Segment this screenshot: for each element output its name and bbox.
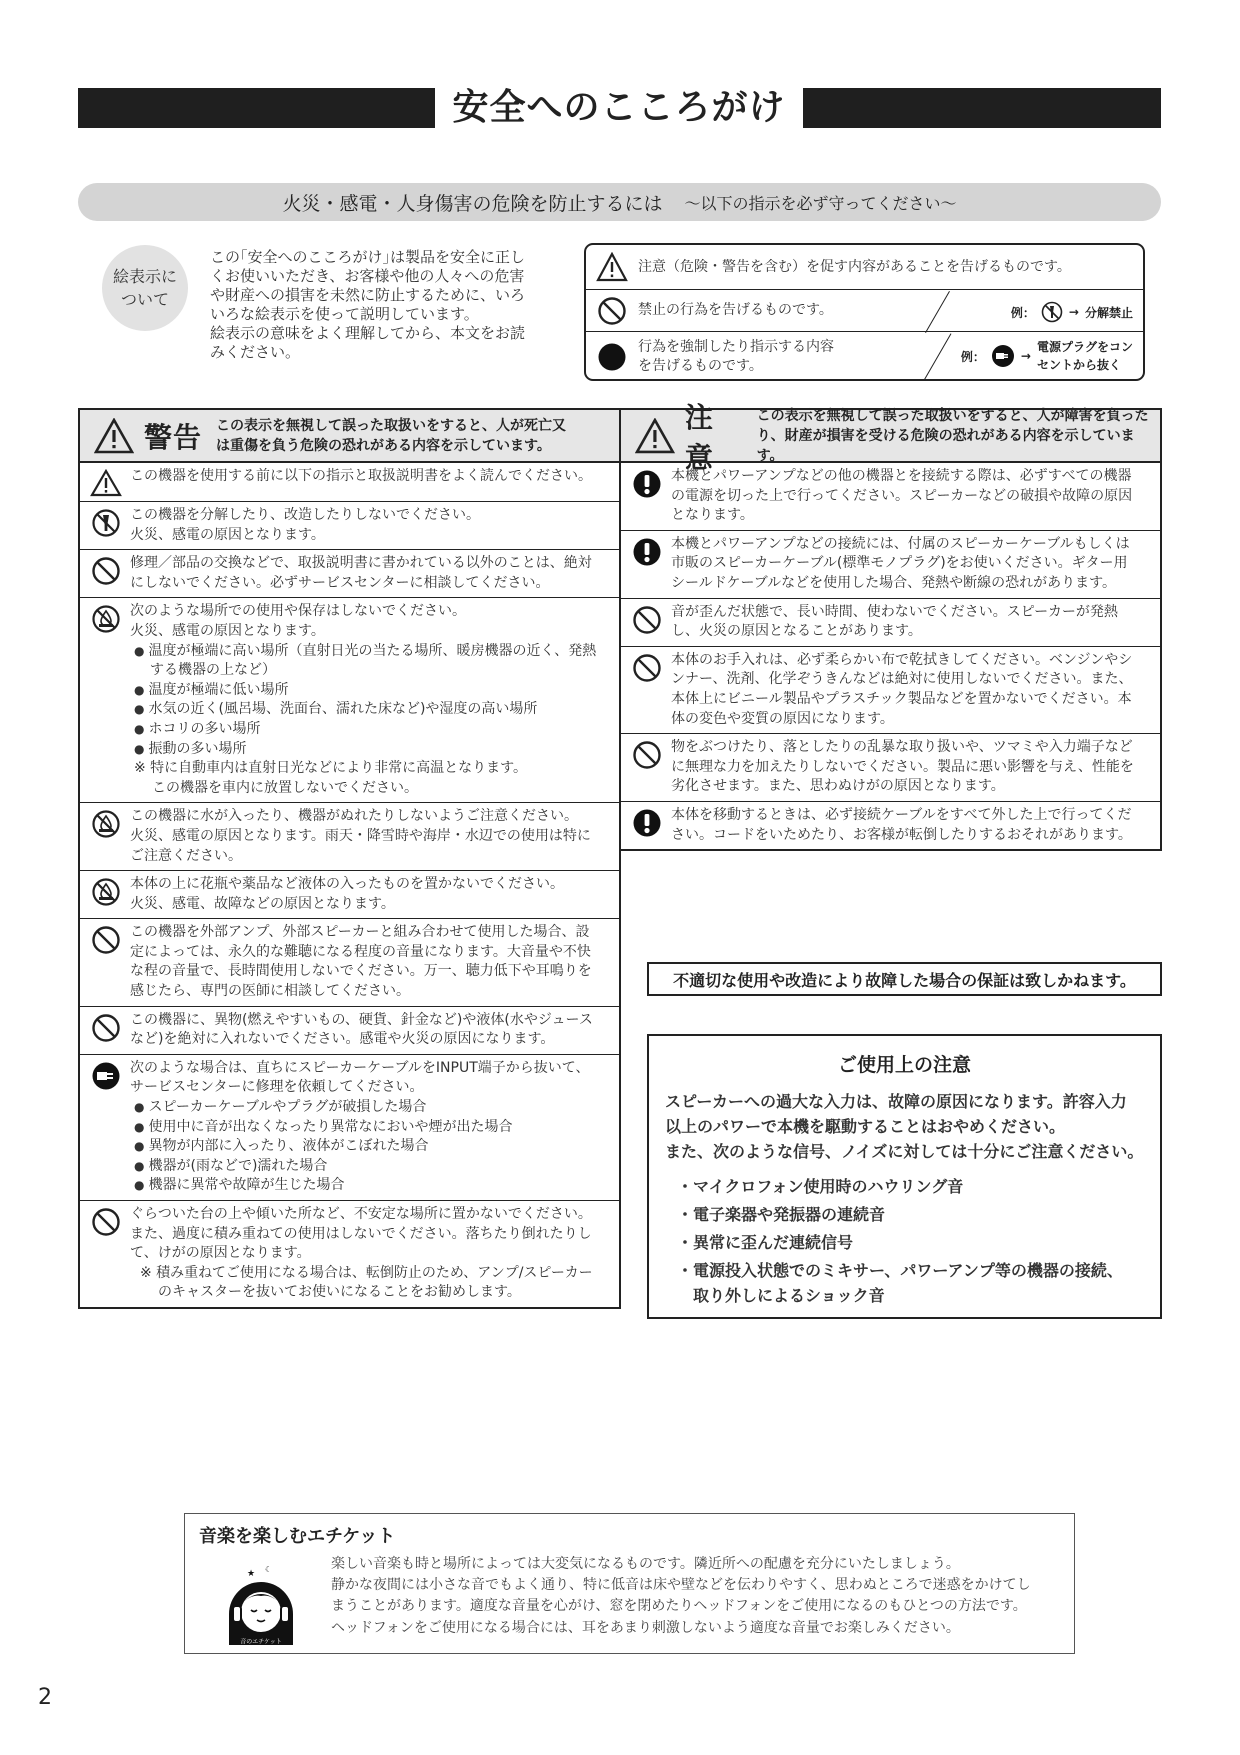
list-item: 物をぶつけたり、落としたりの乱暴な取り扱いや、ツマミや入力端子など に無理な力を加えたりしないでください。製品に悪い影響を与え、性能を 劣化させます。また、思わぬけがの原因となります。 [621, 734, 1160, 802]
list-item: この機器を使用する前に以下の指示と取扱説明書をよく読んでください。 [80, 463, 619, 502]
prohibit-icon [627, 738, 667, 797]
warning-title: 警告 [144, 420, 203, 454]
warning-section [78, 408, 621, 1309]
page-title: 安全へのこころがけ [435, 82, 803, 134]
list-item: 次のような場合は、直ちにスピーカーケーブルをINPUT端子から抜いて、 サービスセンターに修理を依頼してください。 ● スピーカーケーブルやプラグが破損した場合 ● 使用中に音が出なくなったり異常なにおいや煙が出た場合 ● 異物が内部に入ったり、液体がこぼれた場合 ● 機器が(雨などで)濡れた場合 ● 機器に異常や故障が生じた場合 [80, 1055, 619, 1201]
etiquette-title: 音楽を楽しむエチケット [199, 1526, 396, 1547]
mandatory-icon [597, 342, 627, 372]
list-item: 本体を移動するときは、必ず接続ケーブルをすべて外した上で行ってくだ さい。コードをいためたり、お客様が転倒したりするおそれがあります。 [621, 802, 1160, 849]
page-number: 2 [38, 1685, 52, 1710]
list-item: ぐらついた台の上や傾いた所など、不安定な場所に置かないでください。 また、過度に積み重ねての使用はしないでください。落ちたり倒れたりし て、けがの原因となります。 ※ 積み重ねてご使用になる場合は、転倒防止のため、アンプ/スピーカー のキャスターを抜いてお使いになることをお勧めします。 [80, 1201, 619, 1307]
mandatory-icon [627, 535, 667, 594]
prohibit-icon [86, 1205, 126, 1303]
legend-mandatory: 行為を強制したり指示する内容 を告げるものです。 例： → 電源プラグをコン セントから抜く [586, 332, 1143, 381]
list-item: 音が歪んだ状態で、長い時間、使わないでください。スピーカーが発熱 し、火災の原因となることがあります。 [621, 599, 1160, 647]
list-item: 修理／部品の交換などで、取扱説明書に書かれている以外のことは、絶対 にしないでください。必ずサービスセンターに相談してください。 [80, 550, 619, 598]
svg-text:☾: ☾ [265, 1565, 273, 1574]
mandatory-icon [627, 467, 667, 526]
guarantee-notice: 不適切な使用や改造により故障した場合の保証は致しかねます。 [647, 962, 1162, 996]
list-item: この機器を外部アンプ、外部スピーカーと組み合わせて使用した場合、設 定によっては、永久的な難聴になる程度の音量になります。大音量や不快 な程の音量で、長時間使用しないでください。万一、聴力低下や耳鳴りを 感じたら、専門の医師に相談してください。 [80, 919, 619, 1006]
caution-title: 注意 [684, 400, 714, 474]
legend-prohibit: 禁止の行為を告げるものです。 例： → 分解禁止 [586, 290, 1143, 332]
disassemble-icon [86, 506, 126, 545]
disassemble-icon [1041, 301, 1063, 323]
no-water-icon [86, 875, 126, 914]
warning-header: 警告 この表示を無視して誤った取扱いをすると、人が死亡又 は重傷を負う危険の恐れがある内容を示しています。 [80, 410, 619, 463]
symbol-legend [584, 243, 1145, 381]
list-item: 本機とパワーアンプなどの接続には、付属のスピーカーケーブルもしくは 市販のスピーカーケーブル(標準モノプラグ)をお使いください。ギター用 シールドケーブルなどを使用した場合、発熱や断線の恐れがあります。 [621, 531, 1160, 599]
mandatory-icon [627, 806, 667, 845]
list-item: 次のような場所での使用や保存はしないでください。 火災、感電の原因となります。 ● 温度が極端に高い場所（直射日光の当たる場所、暖房機器の近く、発熱 する機器の上など） ● 温度が極端に低い場所 ● 水気の近く(風呂場、洗面台、濡れた床など)や湿度の高い場所 ● ホコリの多い場所 ● 振動の多い場所 ※ 特に自動車内は直射日光などにより非常に高温となります。 この機器を車内に放置しないでください。 [80, 598, 619, 803]
usage-title: ご使用上の注意 [837, 1054, 971, 1076]
pictogram-label: 絵表示に ついて [102, 245, 188, 331]
no-water-icon [86, 807, 126, 866]
list-item: 本体の上に花瓶や薬品など液体の入ったものを置かないでください。 火災、感電、故障などの原因となります。 [80, 871, 619, 919]
etiquette-text: 楽しい音楽も時と場所によっては大変気になるものです。隣近所への配慮を充分にいたしましょう。 静かな夜間には小さな音でもよく通り、特に低音は床や壁などを伝わりやすく、思わぬところで迷惑をかけてし まうことがあります。適度な音量を心がけ、窓を閉めたりヘッドフォンをご使用になるのもひとつの方法です。 ヘッドフォンをご使用になる場合には、耳をあまり刺激しないよう適度な音量でお楽しみください。 [331, 1556, 1031, 1636]
prohibit-icon [627, 651, 667, 729]
warning-triangle-icon [94, 418, 134, 454]
unplug-icon [86, 1059, 126, 1196]
list-item: 本機とパワーアンプなどの他の機器とを接続する際は、必ずすべての機器 の電源を切った上で行ってください。スピーカーなどの破損や故障の原因 となります。 [621, 463, 1160, 531]
no-water-icon [86, 602, 126, 798]
caution-triangle-icon [635, 418, 675, 454]
caution-triangle-icon [86, 467, 126, 497]
list-item: この機器を分解したり、改造したりしないでください。 火災、感電の原因となります。 [80, 502, 619, 550]
caution-header: 注意 この表示を無視して誤った取扱いをすると、人が障害を負った り、財産が損害を受ける危険の恐れがある内容を示しています。 [621, 410, 1160, 463]
prohibit-icon [627, 603, 667, 642]
prohibit-icon [86, 554, 126, 593]
safety-banner [78, 183, 1161, 221]
caution-section [619, 400, 1162, 851]
list-item: この機器に水が入ったり、機器がぬれたりしないようご注意ください。 火災、感電の原因となります。雨天・降雪時や海岸・水辺での使用は特に ご注意ください。 [80, 803, 619, 871]
list-item: 本体のお手入れは、必ず柔らかい布で乾拭きしてください。ベンジンやシ ンナー、洗剤、化学ぞうきんなどは絶対に使用しないでください。また、 本体上にビニール製品やプラスチック製品などを置かないでください。本 体の変色や変質の原因になります。 [621, 647, 1160, 734]
prohibit-icon [86, 1011, 126, 1050]
headphone-etiquette-logo [225, 1554, 297, 1646]
legend-caution: 注意（危険・警告を含む）を促す内容があることを告げるものです。 [586, 245, 1143, 290]
caution-triangle-icon [596, 252, 628, 282]
unplug-icon [991, 344, 1015, 368]
svg-text:★: ★ [247, 1569, 256, 1579]
etiquette-box [184, 1513, 1075, 1654]
banner-sub: ～以下の指示を必ず守ってください～ [684, 193, 957, 213]
svg-text:音のエチケット: 音のエチケット [240, 1638, 282, 1646]
usage-list: ・マイクロフォン使用時のハウリング音 ・電子楽器や発振器の連続音 ・異常に歪んだ連続信号 ・電源投入状態でのミキサー、パワーアンプ等の機器の接続、 取り外しによるショック音 [677, 1177, 1123, 1305]
prohibit-icon [86, 923, 126, 1001]
list-item: この機器に、異物(燃えやすいもの、硬貨、針金など)や液体(水やジュース など)を絶対に入れないでください。感電や火災の原因になります。 [80, 1007, 619, 1055]
prohibit-icon [597, 296, 627, 326]
usage-notes: ご使用上の注意 スピーカーへの過大な入力は、故障の原因になります。許容入力 以上のパワーで本機を駆動することはおやめください。 また、次のような信号、ノイズに対しては十分にご注意ください。 ・マイクロフォン使用時のハウリング音 ・電子楽器や発振器の連続音 ・異常に歪んだ連続信号 ・電源投入状態でのミキサー、パワーアンプ等の機器の接続、 取り外しによるショック音 [647, 1034, 1162, 1319]
banner-main: 火災・感電・人身傷害の危険を防止するには [282, 192, 663, 215]
intro-text: この｢安全へのこころがけ｣は製品を安全に正し くお使いいただき、お客様や他の人々への危害 や財産への損害を未然に防止するために、いろ いろな絵表示を使って説明しています。 絵表示の意味をよく理解してから、本文をお読 みください。 [210, 248, 526, 361]
